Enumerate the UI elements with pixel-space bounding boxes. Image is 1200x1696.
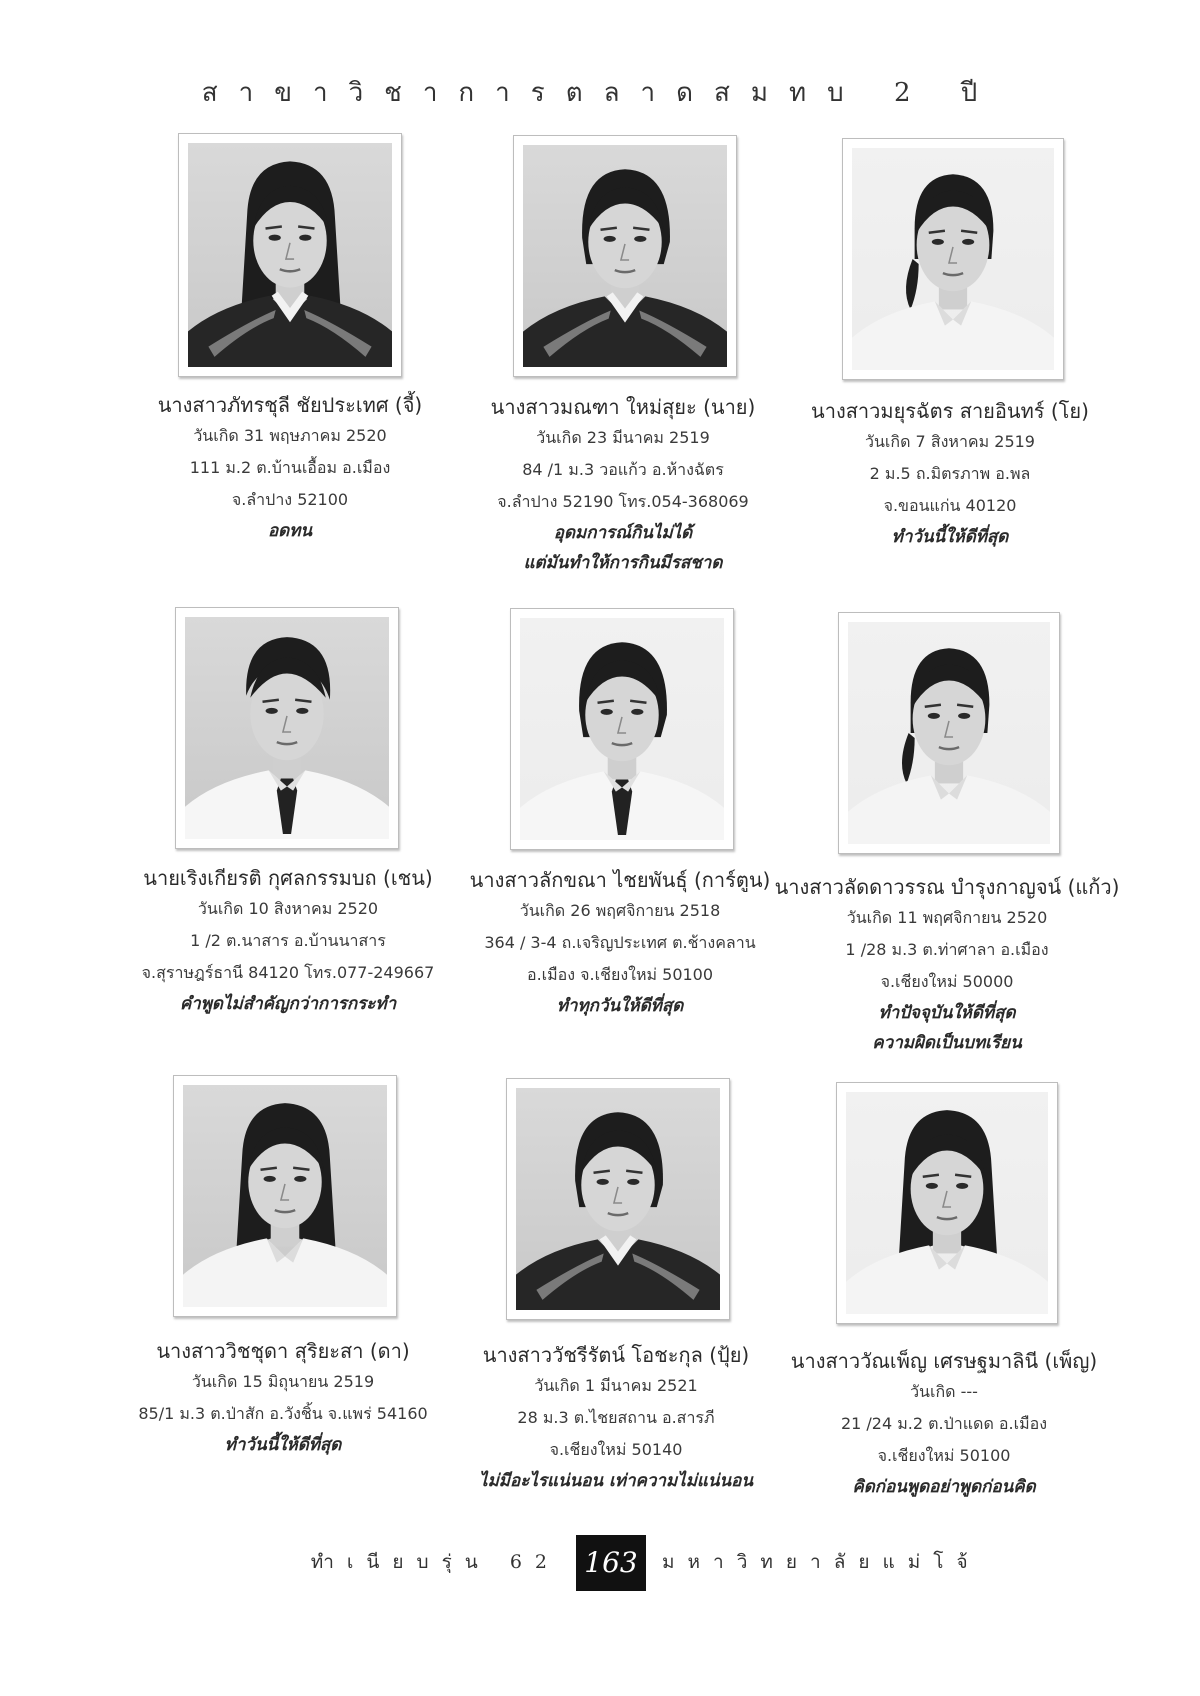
student-caption: [436, 1340, 796, 1496]
footer-university-label: มหาวิทยาลัยแม่โจ้: [662, 1551, 981, 1573]
student-address-line: 364 / 3-4 ถ.เจริญประเทศ ต.ช้างคลาน: [484, 933, 756, 952]
student-caption: [767, 872, 1127, 1058]
student-caption: [110, 390, 470, 546]
page-footer: [0, 1535, 1200, 1595]
student-address-line: จ.สุราษฎร์ธานี 84120 โทร.077-249667: [141, 963, 435, 982]
student-address-line: 111 ม.2 ต.บ้านเอื้อม อ.เมือง: [189, 458, 391, 477]
student-birthdate: วันเกิด 26 พฤศจิกายน 2518: [519, 901, 721, 920]
student-photo: [510, 608, 734, 850]
student-birthdate: วันเกิด 10 สิงหาคม 2520: [197, 899, 379, 918]
student-address-line: อ.เมือง จ.เชียงใหม่ 50100: [526, 965, 714, 984]
page-header: สาขาวิชาการตลาดสมทบ 2 ปี: [201, 78, 999, 108]
student-photo: [506, 1078, 730, 1320]
student-photo: [836, 1082, 1058, 1324]
student-photo: [838, 612, 1060, 854]
student-name: นางสาววิชชุดา สุริยะสา (ดา): [156, 1339, 410, 1363]
student-name: นางสาวลักขณา ไชยพันธุ์ (การ์ตูน): [469, 868, 771, 892]
student-photo: [173, 1075, 397, 1317]
student-photo: [513, 135, 737, 377]
student-motto: ทำวันนี้ให้ดีที่สุด: [891, 527, 1009, 547]
student-address-line: จ.เชียงใหม่ 50000: [880, 972, 1014, 991]
student-birthdate: วันเกิด 31 พฤษภาคม 2520: [193, 426, 387, 445]
student-address-line: 84 /1 ม.3 วอแก้ว อ.ห้างฉัตร: [522, 460, 724, 479]
student-address-line: จ.ลำปาง 52100: [231, 490, 349, 509]
student-photo: [842, 138, 1064, 380]
student-motto: อดทน: [267, 521, 313, 541]
student-name: นางสาววัณเพ็ญ เศรษฐมาลินี (เพ็ญ): [790, 1349, 1098, 1373]
student-address-line: 21 /24 ม.2 ต.ป่าแดด อ.เมือง: [840, 1414, 1048, 1433]
student-birthdate: วันเกิด 7 สิงหาคม 2519: [865, 432, 1035, 451]
student-name: นางสาวลัดดาวรรณ บำรุงกาญจน์ (แก้ว): [774, 875, 1120, 899]
student-photo: [178, 133, 402, 377]
student-birthdate: วันเกิด ---: [910, 1382, 978, 1401]
student-address-line: 1 /2 ต.นาสาร อ.บ้านนาสาร: [190, 931, 386, 950]
student-caption: [764, 1346, 1124, 1502]
student-address-line: จ.เชียงใหม่ 50100: [877, 1446, 1011, 1465]
student-address-line: 28 ม.3 ต.ไชยสถาน อ.สารภี: [517, 1408, 715, 1427]
student-caption: [440, 865, 800, 1021]
student-motto: ทำปัจจุบันให้ดีที่สุด: [878, 1003, 1016, 1023]
student-birthdate: วันเกิด 15 มิถุนายน 2519: [191, 1372, 375, 1391]
student-name: นางสาวมยุรฉัตร สายอินทร์ (โย): [811, 399, 1089, 423]
student-motto: ทำทุกวันให้ดีที่สุด: [556, 996, 684, 1016]
student-address-line: 1 /28 ม.3 ต.ท่าศาลา อ.เมือง: [845, 940, 1049, 959]
student-birthdate: วันเกิด 11 พฤศจิกายน 2520: [846, 908, 1048, 927]
student-caption: [770, 396, 1130, 552]
student-name: นางสาวมณฑา ใหม่สุยะ (นาย): [490, 395, 756, 419]
student-motto: ความผิดเป็นบทเรียน: [872, 1033, 1022, 1053]
student-name: นางสาววัชรีรัตน์ โอชะกุล (ปุ้ย): [482, 1343, 750, 1367]
student-caption: [108, 863, 468, 1019]
student-caption: [103, 1336, 463, 1460]
student-name: นายเริงเกียรติ กุศลกรรมบถ (เชน): [143, 866, 433, 890]
student-address-line: จ.เชียงใหม่ 50140: [549, 1440, 683, 1459]
student-address-line: 85/1 ม.3 ต.ป่าสัก อ.วังชิ้น จ.แพร่ 54160: [138, 1404, 428, 1423]
student-name: นางสาวภัทรชุลี ชัยประเทศ (จี้): [157, 393, 423, 417]
student-address-line: จ.ลำปาง 52190 โทร.054-368069: [497, 492, 749, 511]
student-motto: ทำวันนี้ให้ดีที่สุด: [224, 1435, 342, 1455]
student-motto: อุดมการณ์กินไม่ได้: [553, 523, 693, 543]
student-birthdate: วันเกิด 1 มีนาคม 2521: [534, 1376, 698, 1395]
student-motto: คำพูดไม่สำคัญกว่าการกระทำ: [179, 994, 397, 1014]
student-address-line: 2 ม.5 ถ.มิตรภาพ อ.พล: [869, 464, 1031, 483]
student-photo: [175, 607, 399, 849]
student-motto: แต่มันทำให้การกินมีรสชาด: [523, 553, 723, 573]
student-caption: [443, 392, 803, 578]
page-number: 163: [576, 1535, 646, 1591]
student-birthdate: วันเกิด 23 มีนาคม 2519: [536, 428, 710, 447]
student-motto: ไม่มีอะไรแน่นอน เท่าความไม่แน่นอน: [479, 1471, 753, 1491]
student-motto: คิดก่อนพูดอย่าพูดก่อนคิด: [852, 1477, 1036, 1497]
student-address-line: จ.ขอนแก่น 40120: [883, 496, 1017, 515]
footer-yearbook-label: ทำเนียบรุ่น 62: [310, 1551, 560, 1573]
